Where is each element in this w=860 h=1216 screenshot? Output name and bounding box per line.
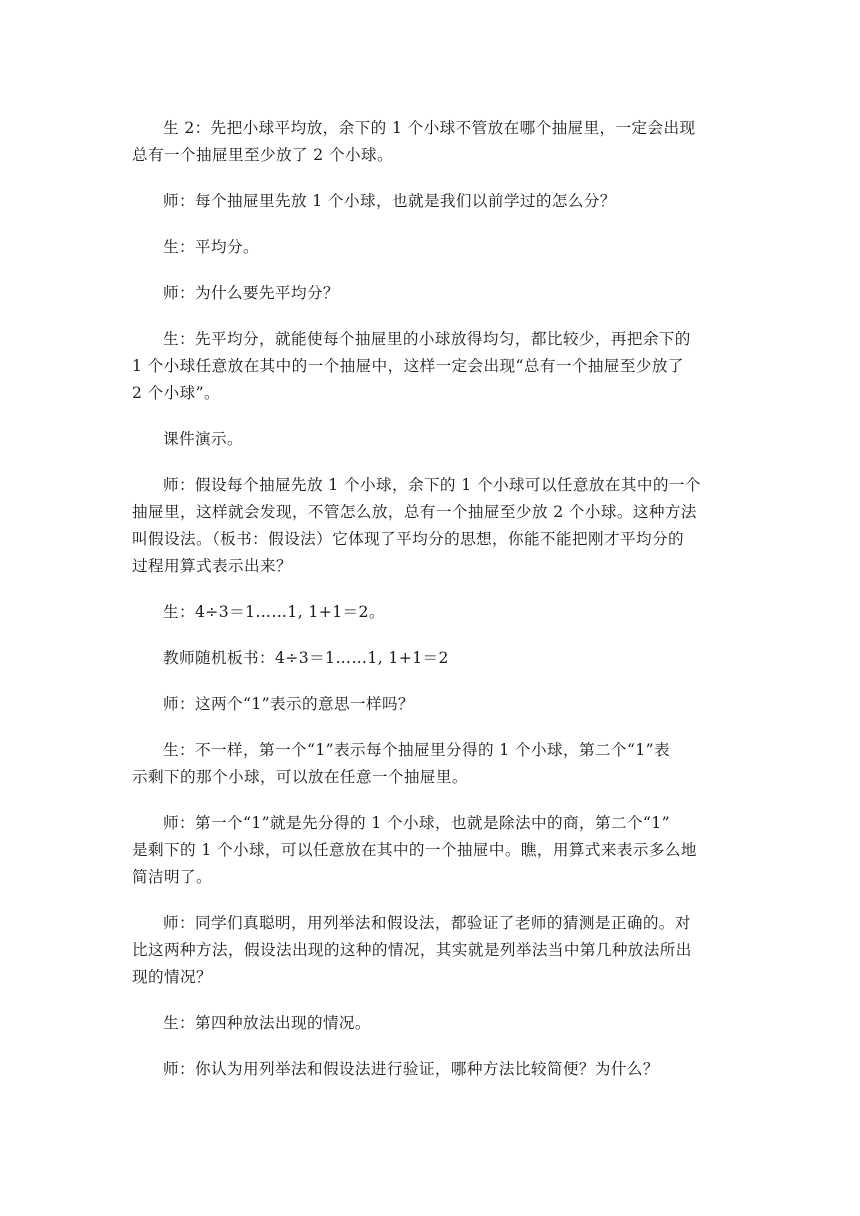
paragraph-line: 过程用算式表示出来？ xyxy=(132,557,292,575)
paragraph xyxy=(132,1010,732,1037)
paragraph xyxy=(132,326,732,407)
paragraph-line: 简洁明了。 xyxy=(132,868,212,886)
paragraph-line: 2 个小球”。 xyxy=(132,384,221,402)
paragraph-line: 示剩下的那个小球，可以放在任意一个抽屉里。 xyxy=(132,768,468,786)
paragraph-line: 1 个小球任意放在其中的一个抽屉中，这样一定会出现“总有一个抽屉至少放了 xyxy=(132,357,684,375)
paragraph xyxy=(132,645,732,672)
paragraph-line: 师：你认为用列举法和假设法进行验证，哪种方法比较简便？为什么？ xyxy=(163,1060,659,1078)
paragraph-line: 生 2：先把小球平均放，余下的 1 个小球不管放在哪个抽屉里，一定会出现 xyxy=(163,119,696,137)
document-body xyxy=(132,115,732,1102)
paragraph xyxy=(132,188,732,215)
paragraph xyxy=(132,426,732,453)
paragraph xyxy=(132,280,732,307)
paragraph-line: 师：每个抽屉里先放 1 个小球，也就是我们以前学过的怎么分？ xyxy=(163,192,616,210)
paragraph-line: 生：平均分。 xyxy=(163,238,259,256)
paragraph-line: 教师随机板书：4÷3＝1……1, 1+1＝2 xyxy=(163,649,449,667)
paragraph xyxy=(132,737,732,791)
paragraph-line: 生：第四种放法出现的情况。 xyxy=(163,1014,371,1032)
paragraph-line: 抽屉里，这样就会发现，不管怎么放，总有一个抽屉至少放 2 个小球。这种方法 xyxy=(132,503,697,521)
paragraph xyxy=(132,599,732,626)
paragraph-line: 叫假设法。（板书：假设法）它体现了平均分的思想，你能不能把刚才平均分的 xyxy=(132,530,684,548)
paragraph-line: 师：这两个“1”表示的意思一样吗？ xyxy=(163,695,414,713)
paragraph-line: 总有一个抽屉里至少放了 2 个小球。 xyxy=(132,146,393,164)
paragraph xyxy=(132,115,732,169)
paragraph-line: 比这两种方法，假设法出现的这种的情况，其实就是列举法当中第几种放法所出 xyxy=(132,941,692,959)
paragraph xyxy=(132,810,732,891)
paragraph-line: 课件演示。 xyxy=(163,430,243,448)
paragraph-line: 师：为什么要先平均分？ xyxy=(163,284,339,302)
paragraph xyxy=(132,1056,732,1083)
paragraph-line: 师：同学们真聪明，用列举法和假设法，都验证了老师的猜测是正确的。对 xyxy=(163,914,691,932)
paragraph-line: 师：第一个“1”就是先分得的 1 个小球，也就是除法中的商，第二个“1” xyxy=(163,814,670,832)
paragraph xyxy=(132,234,732,261)
paragraph xyxy=(132,472,732,580)
paragraph-line: 生：不一样，第一个“1”表示每个抽屉里分得的 1 个小球，第二个“1”表 xyxy=(163,741,670,759)
paragraph xyxy=(132,691,732,718)
paragraph-line: 生：4÷3＝1……1, 1+1＝2。 xyxy=(163,603,385,621)
paragraph-line: 现的情况？ xyxy=(132,968,212,986)
paragraph-line: 是剩下的 1 个小球，可以任意放在其中的一个抽屉中。瞧，用算式来表示多么地 xyxy=(132,841,697,859)
paragraph xyxy=(132,910,732,991)
paragraph-line: 生：先平均分，就能使每个抽屉里的小球放得均匀，都比较少，再把余下的 xyxy=(163,330,691,348)
paragraph-line: 师：假设每个抽屉先放 1 个小球，余下的 1 个小球可以任意放在其中的一个 xyxy=(163,476,701,494)
